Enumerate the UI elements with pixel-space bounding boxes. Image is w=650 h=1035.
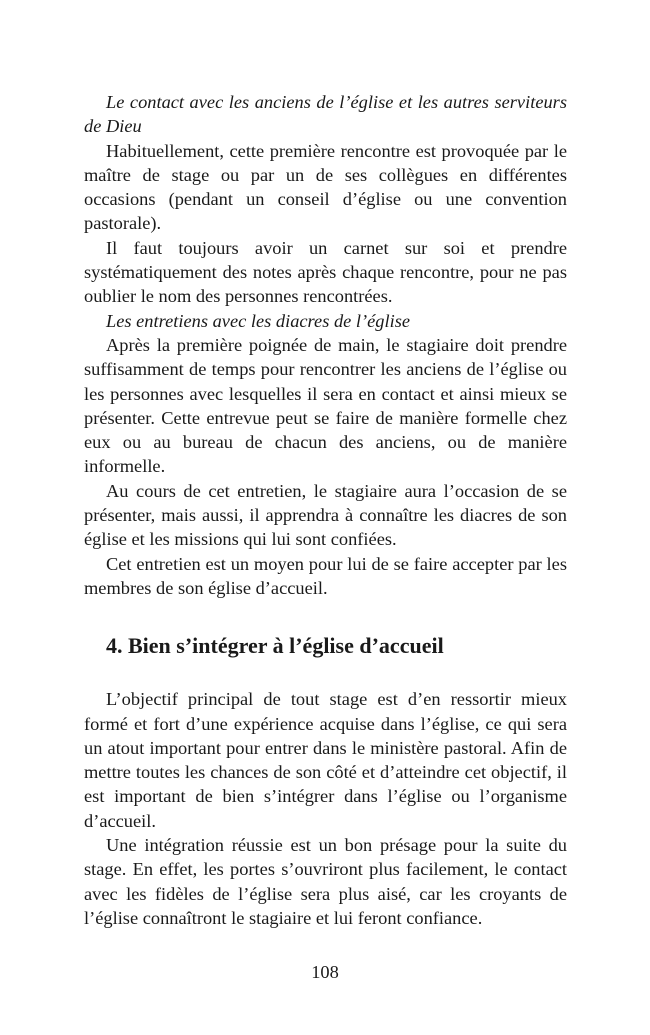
section-integration: [84, 687, 567, 930]
paragraph: Après la première poignée de main, le stagiaire doit prendre suffisamment de temps pour rencontrer les anciens de l’église ou les personnes avec lesquelles il sera en contact et ainsi mieux se présenter. Cette entrevue peut se faire de manière formelle chez eux ou au bureau de chacun des anciens, ou de manière informelle.: [84, 334, 567, 477]
paragraph: Il faut toujours avoir un carnet sur soi et prendre systématiquement des notes après chaque rencontre, pour ne pas oublier le nom des personnes rencontrées.: [84, 237, 567, 307]
page-number: 108: [311, 962, 339, 982]
subheading-anciens: Le contact avec les anciens de l’église et les autres serviteurs de Dieu: [84, 92, 567, 137]
subheading-diacres: Les entretiens avec les diacres de l’église: [106, 310, 411, 331]
paragraph: L’objectif principal de tout stage est d’en ressortir mieux formé et fort d’une expérience acquise dans l’église, ce qui sera un atout important pour entrer dans le ministère pastoral. Afin de mettre toutes les chances de son côté et d’atteindre cet objectif, il est important de bien s’intégrer dans l’église ou l’organisme d’accueil.: [84, 689, 567, 831]
section-heading: 4. Bien s’intégrer à l’église d’accueil: [106, 633, 444, 659]
section-contacts: [84, 90, 567, 600]
page-content: [84, 90, 567, 930]
paragraph: Cet entretien est un moyen pour lui de se faire accepter par les membres de son église d’accueil.: [84, 553, 567, 598]
paragraph: Au cours de cet entretien, le stagiaire aura l’occasion de se présenter, mais aussi, il apprendra à connaître les diacres de son église et les missions qui lui sont confiées.: [84, 480, 567, 550]
paragraph: Habituellement, cette première rencontre est provoquée par le maître de stage ou par un de ses collègues en différentes occasions (pendant un conseil d’église ou une convention pastorale).: [84, 140, 567, 234]
paragraph: Une intégration réussie est un bon présage pour la suite du stage. En effet, les portes s’ouvriront plus facilement, le contact avec les fidèles de l’église sera plus aisé, car les croyants de l’église connaîtront le stagiaire et lui feront confiance.: [84, 835, 567, 928]
